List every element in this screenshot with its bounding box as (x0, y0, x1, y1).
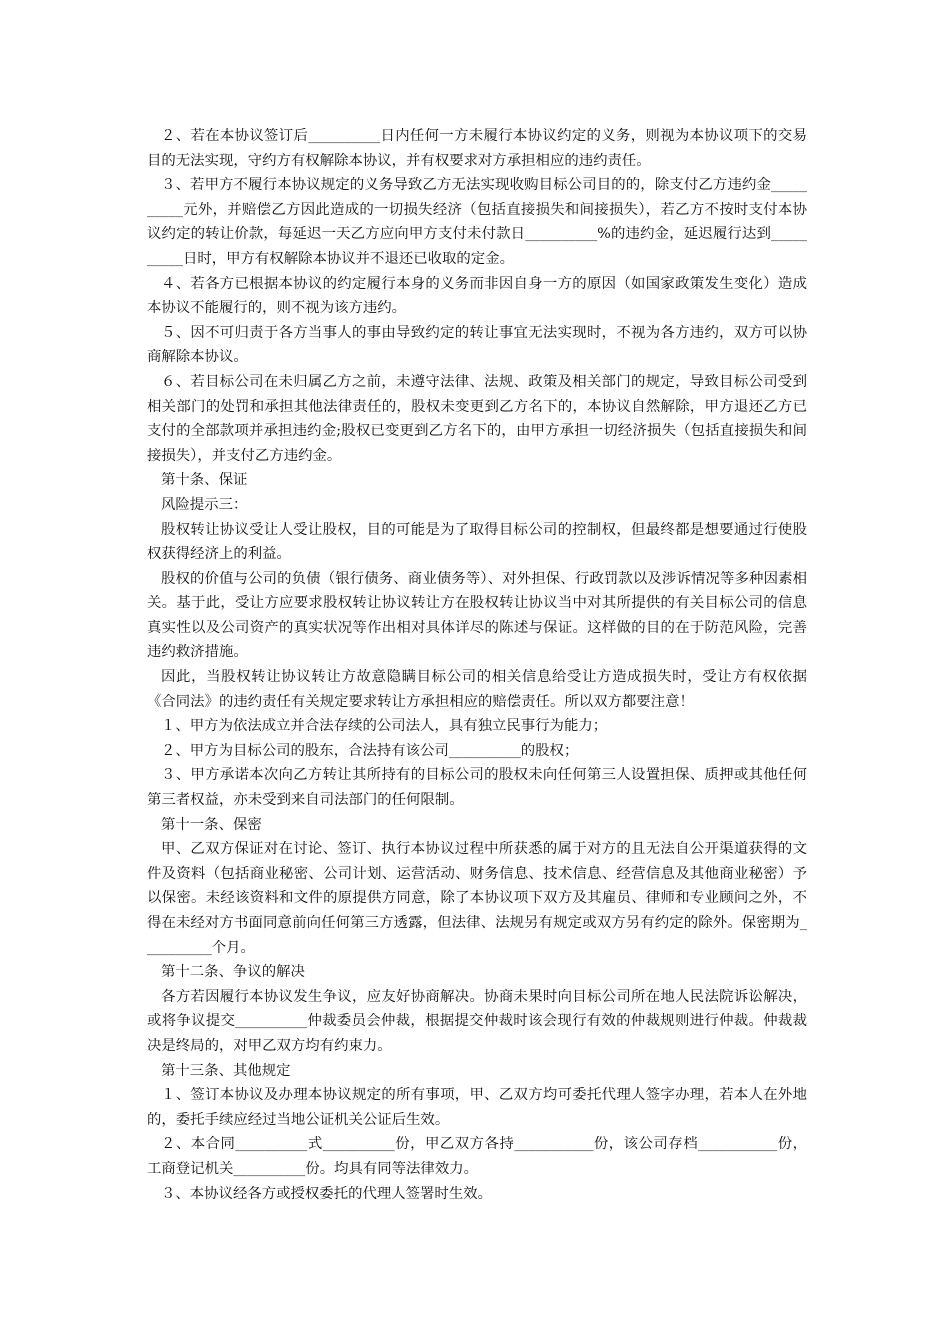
warranty-item-2: ２、甲方为目标公司的股东，合法持有该公司__________的股权； (161, 742, 579, 759)
article-13-heading: 第十三条、其他规定 (161, 1062, 291, 1079)
document-body (147, 124, 807, 1206)
warranty-item-1: １、甲方为依法成立并合法存续的公司法人，具有独立民事行为能力； (161, 718, 608, 735)
article-11-heading: 第十一条、保密 (161, 816, 262, 833)
risk-tip-paragraph-3: 因此，当股权转让协议转让方故意隐瞒目标公司的相关信息给受让方造成损失时，受让方有权依据《合同法》的违约责任有关规定要求转让方承担相应的赔偿责任。所以双方都要注意！ (147, 669, 807, 710)
article-12-heading: 第十二条、争议的解决 (161, 964, 305, 981)
risk-tip-paragraph-1: 股权转让协议受让人受让股权，目的可能是为了取得目标公司的控制权，但最终都是想要通过行使股权获得经济上的利益。 (147, 521, 807, 563)
risk-tip-heading: 风险提示三： (161, 496, 248, 513)
risk-tip-paragraph-2: 股权的价值与公司的负债（银行债务、商业债务等）、对外担保、行政罚款以及涉诉情况等多种因素相关。基于此，受让方应要求股权转让协议转让方在股权转让协议当中对其所提供的有关目标公司的信息真实性以及公司资产的真实状况等作出相对具体详尽的陈述与保证。这样做的目的在于防范风险，完善违约救济措施。 (147, 570, 807, 661)
other-item-3: ３、本协议经各方或授权委托的代理人签署时生效。 (161, 1185, 492, 1202)
article-10-heading: 第十条、保证 (161, 472, 248, 489)
dispute-paragraph: 各方若因履行本协议发生争议，应友好协商解决。协商未果时向目标公司所在地人民法院诉讼解决，或将争议提交__________仲裁委员会仲裁，根据提交仲裁时该会现行有效的仲裁规则进行仲裁。仲裁裁决是终局的，对甲乙双方均有约束力。 (147, 988, 807, 1054)
confidentiality-paragraph: 甲、乙双方保证对在讨论、签订、执行本协议过程中所获悉的属于对方的且无法自公开渠道获得的文件及资料（包括商业秘密、公司计划、运营活动、财务信息、技术信息、经营信息及其他商业秘密）予以保密。未经该资料和文件的原提供方同意，除了本协议项下双方及其雇员、律师和专业顾问之外，不得在未经对方书面同意前向任何第三方透露，但法律、法规另有规定或双方另有约定的除外。保密期为__________个月。 (147, 841, 807, 956)
clause-2-breach: ２、若在本协议签订后__________日内任何一方未履行本协议约定的义务，则视为本协议项下的交易目的无法实现，守约方有权解除本协议，并有权要求对方承担相应的违约责任。 (147, 128, 807, 169)
warranty-item-3: ３、甲方承诺本次向乙方转让其所持有的目标公司的股权未向任何第三人设置担保、质押或其他任何第三者权益，亦未受到来自司法部门的任何限制。 (147, 767, 807, 809)
clause-3-penalty: ３、若甲方不履行本协议规定的义务导致乙方无法实现收购目标公司目的的，除支付乙方违约金__________元外，并赔偿乙方因此造成的一切损失经济（包括直接损失和间接损失），若乙方不按时支付本协议约定的转让价款，每延迟一天乙方应向甲方支付未付款日__________%的违约金，延迟履行达到__________日时，甲方有权解除本协议并不退还已收取的定金。 (147, 177, 807, 267)
other-item-1: １、签订本协议及办理本协议规定的所有事项，甲、乙双方均可委托代理人签字办理，若本人在外地的，委托手续应经过当地公证机关公证后生效。 (147, 1087, 807, 1128)
clause-6-target-company: ６、若目标公司在未归属乙方之前，未遵守法律、法规、政策及相关部门的规定，导致目标公司受到相关部门的处罚和承担其他法律责任的，股权未变更到乙方名下的，本协议自然解除，甲方退还乙方已支付的全部款项并承担违约金;股权已变更到乙方名下的，由甲方承担一切经济损失（包括直接损失和间接损失），并支付乙方违约金。 (147, 373, 807, 464)
clause-4-force: ４、若各方已根据本协议的约定履行本身的义务而非因自身一方的原因（如国家政策发生变化）造成本协议不能履行的，则不视为该方违约。 (147, 275, 807, 317)
clause-5-unattributable: ５、因不可归责于各方当事人的事由导致约定的转让事宜无法实现时，不视为各方违约，双方可以协商解除本协议。 (147, 324, 807, 366)
other-item-2: ２、本合同__________式__________份，甲乙双方各持___________份，该公司存档___________份，工商登记机关__________份。均具有同等法律效力。 (147, 1136, 807, 1177)
